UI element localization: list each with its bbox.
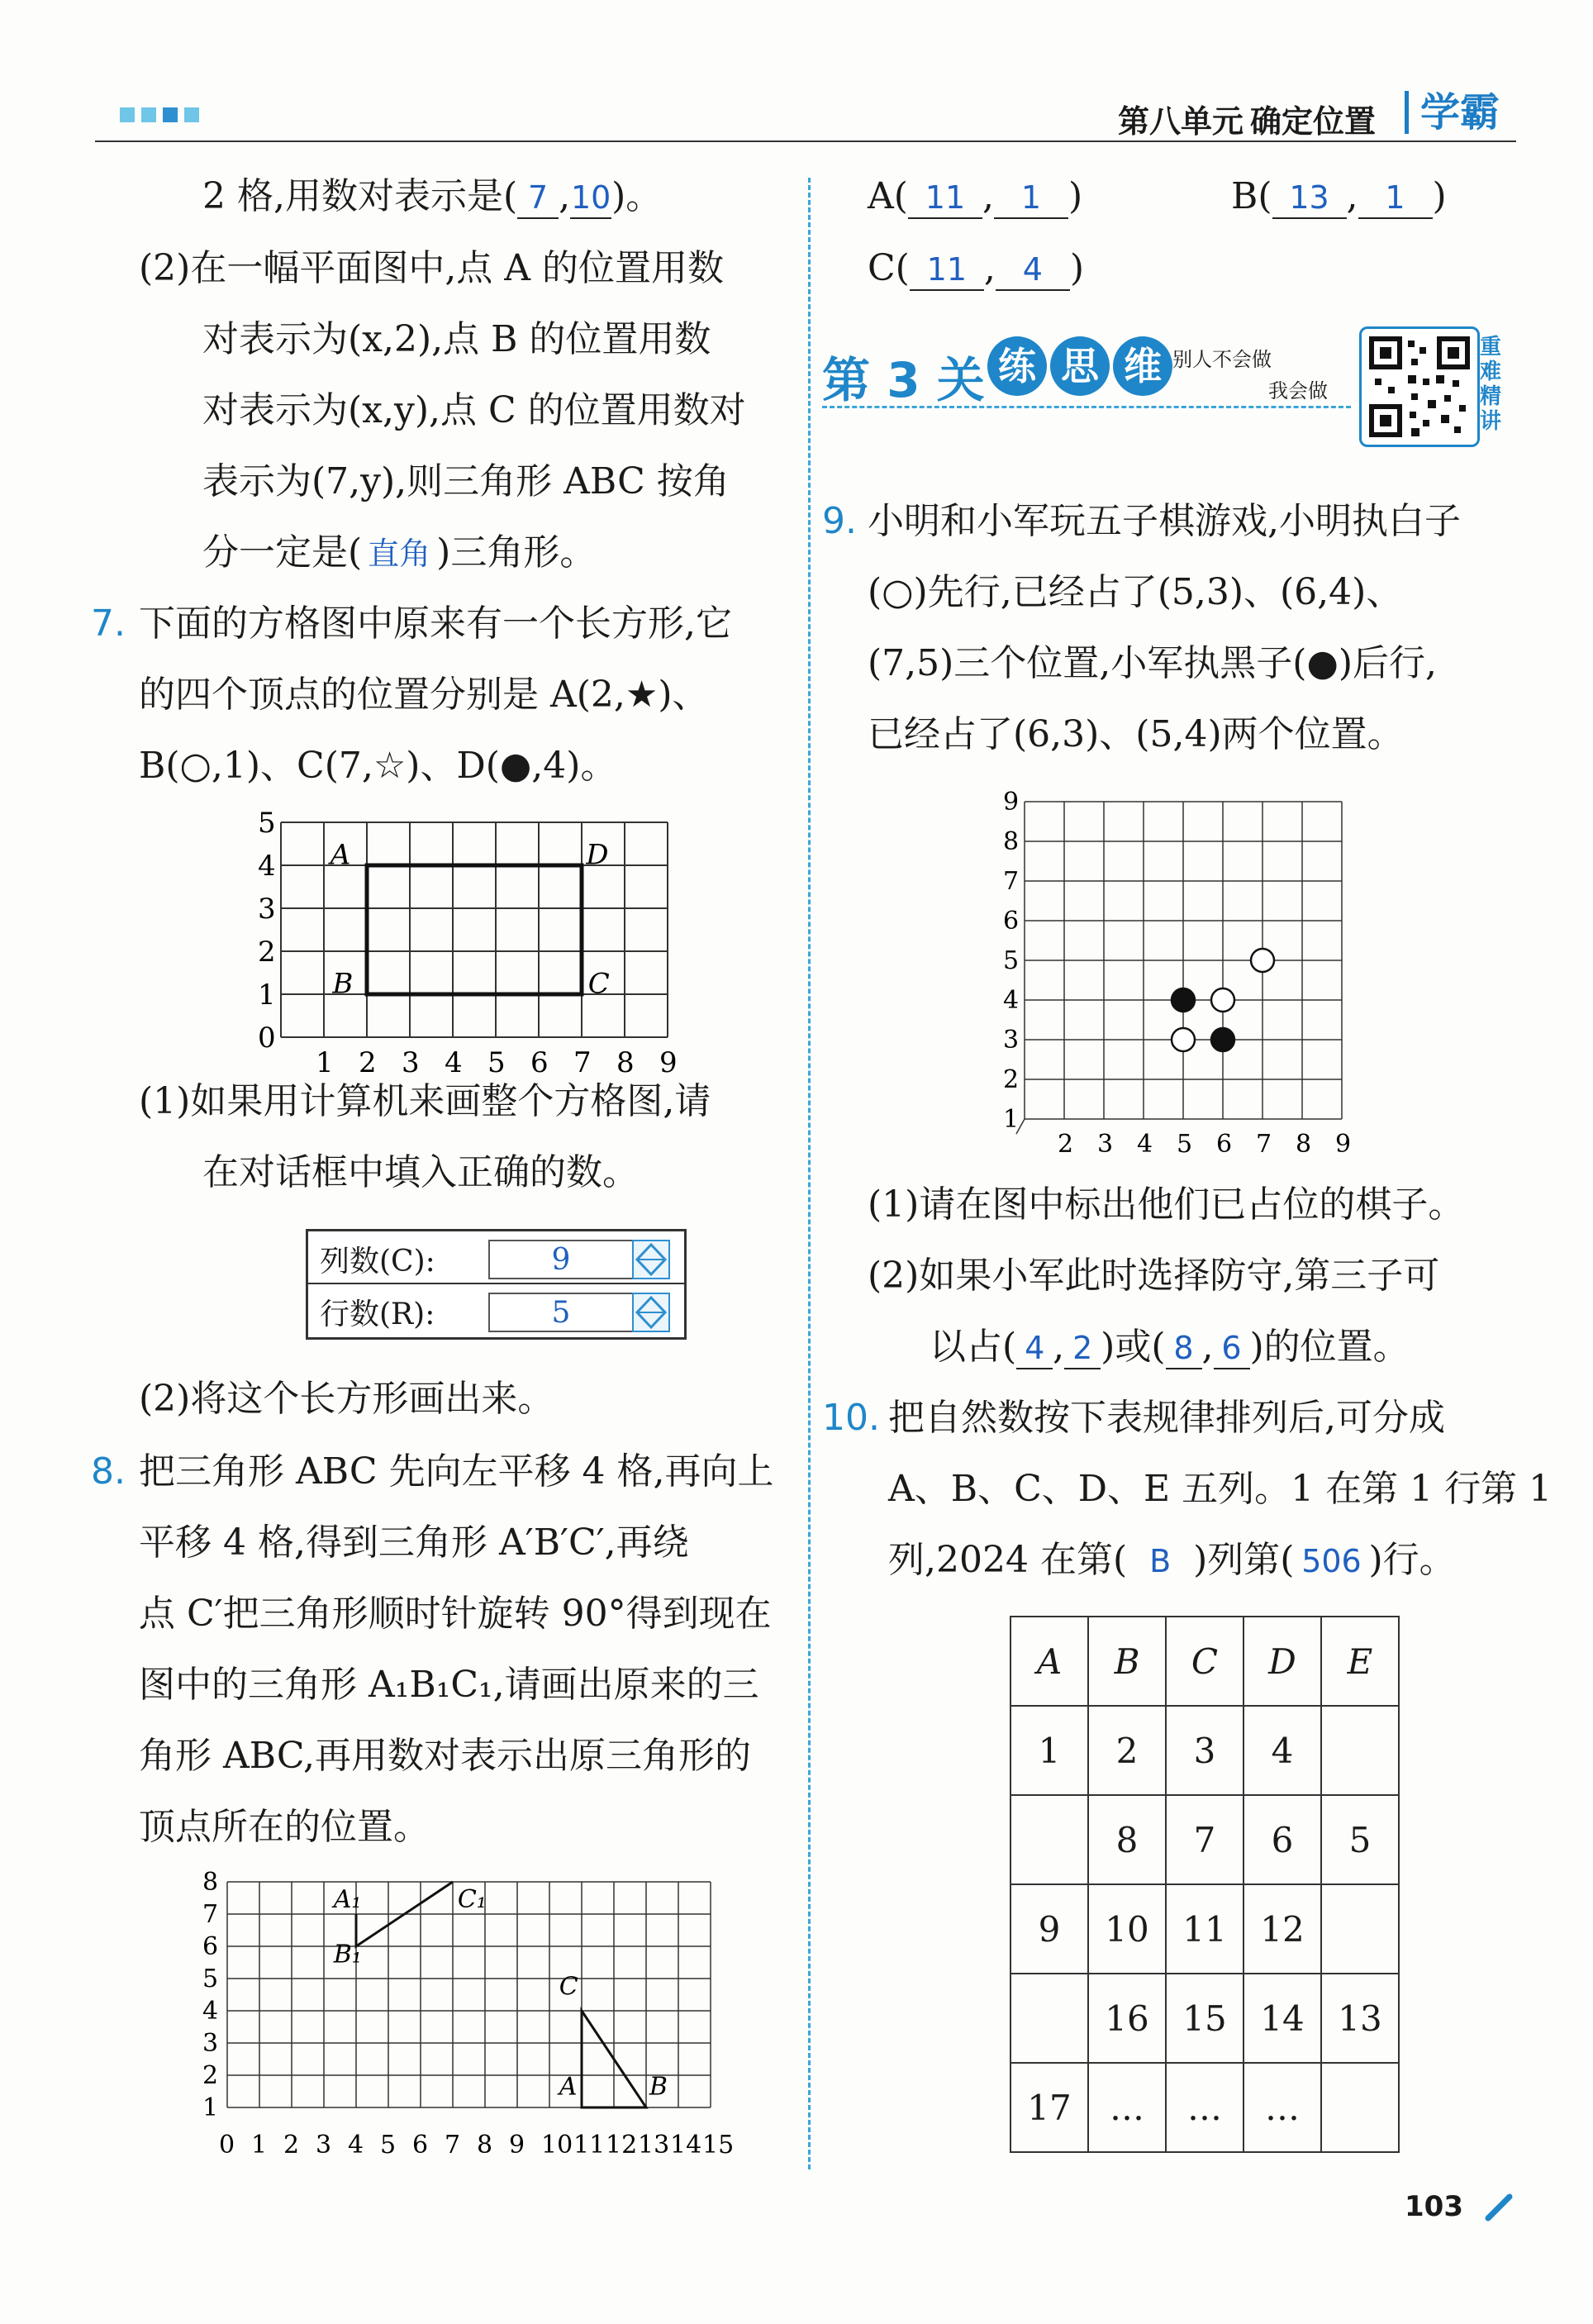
answer-7: 7 (517, 178, 559, 219)
q7-grid-figure (248, 806, 678, 1079)
pencil-icon (1483, 2190, 1516, 2223)
table-cell: … (1088, 2063, 1166, 2152)
q9-line1: 小明和小军玩五子棋游戏,小明执白子 (868, 500, 1461, 542)
page-header (95, 91, 1516, 140)
y-tick-label: 5 (1003, 946, 1020, 975)
table-cell: 11 (1166, 1884, 1243, 1974)
x-tick-label: 11 (573, 2131, 606, 2160)
x-tick-label: 8 (616, 1046, 635, 1079)
vertex-label: B (332, 967, 354, 1001)
rectangle-ABCD (367, 865, 582, 994)
dialog-box (306, 1229, 687, 1340)
columns-label: 列数(C): (320, 1245, 435, 1279)
white-stone (1211, 988, 1234, 1012)
x-tick-label: 12 (606, 2131, 638, 2160)
y-tick-label: 1 (202, 2093, 219, 2122)
q9-number: 9. (822, 500, 857, 542)
answer-column-B: B (1149, 1543, 1172, 1579)
table-cell: D (1243, 1617, 1321, 1706)
y-tick-label: 2 (258, 936, 276, 969)
x-tick-label: 9 (659, 1046, 678, 1079)
table-cell: 16 (1088, 1974, 1166, 2063)
q6-2-line3: 对表示为(x,y),点 C 的位置用数对 (202, 389, 746, 431)
table-cell: 4 (1243, 1706, 1321, 1795)
table-cell (1010, 1974, 1088, 2063)
number-arrangement-table (1010, 1616, 1400, 2153)
x-tick-label: 7 (1256, 1130, 1272, 1159)
x-tick-label: 3 (1097, 1130, 1114, 1159)
q7-grid (258, 807, 678, 1079)
y-tick-label: 5 (258, 807, 276, 840)
q9-2-line1: (2)如果小军此时选择防守,第三子可 (868, 1255, 1440, 1297)
rows-spinner-icon[interactable] (632, 1293, 670, 1332)
x-tick-label: 7 (573, 1046, 592, 1079)
header-decoration (120, 107, 199, 122)
x-tick-label: 2 (283, 2131, 300, 2160)
answer-4: 4 (1016, 1328, 1053, 1369)
table-cell: 5 (1321, 1795, 1399, 1884)
table-row (1010, 1706, 1399, 1795)
y-tick-label: 3 (1003, 1026, 1020, 1055)
vertex-label: A₁ (333, 1885, 362, 1915)
y-tick-label: 5 (202, 1964, 219, 1993)
answer-row-506: 506 (1301, 1543, 1362, 1579)
x-tick-label: 9 (509, 2131, 525, 2160)
y-tick-label: 8 (202, 1868, 219, 1897)
x-tick-label: 9 (1335, 1130, 1352, 1159)
y-tick-label: 4 (1003, 986, 1020, 1015)
x-tick-label: 5 (1177, 1130, 1193, 1159)
section-badge: 练 思 维 (987, 336, 1172, 396)
vertex-label: D (586, 838, 609, 872)
page-number: 103 (1405, 2190, 1463, 2223)
x-tick-label: 5 (380, 2131, 397, 2160)
vertex-label: B (649, 2072, 668, 2102)
q8-number: 8. (91, 1450, 126, 1493)
black-stone (1211, 1028, 1234, 1051)
x-tick-label: 5 (487, 1046, 506, 1079)
rows-input[interactable] (488, 1293, 634, 1332)
x-tick-label: 1 (316, 1046, 334, 1079)
q10-line2: A、B、C、D、E 五列。1 在第 1 行第 1 (888, 1468, 1553, 1510)
table-row (1010, 1795, 1399, 1884)
x-tick-label: 4 (348, 2131, 364, 2160)
table-cell: … (1243, 2063, 1321, 2152)
table-cell: 17 (1010, 2063, 1088, 2152)
y-tick-label: 1 (258, 979, 276, 1012)
white-stone (1172, 1028, 1195, 1051)
table-cell: 6 (1243, 1795, 1321, 1884)
y-tick-label: 7 (1003, 867, 1020, 896)
y-tick-label: 6 (1003, 907, 1020, 936)
q7-1-line1: (1)如果用计算机来画整个方格图,请 (139, 1080, 711, 1122)
q6-2-line5: 分一定是( 直角 )三角形。 (202, 531, 597, 574)
q7-number: 7. (91, 602, 126, 645)
y-tick-label: 1 (1003, 1105, 1020, 1134)
white-stone (1251, 949, 1274, 972)
q9-line2: (○)先行,已经占了(5,3)、(6,4)、 (868, 571, 1403, 613)
table-cell: A (1010, 1617, 1088, 1706)
y-tick-label: 9 (1003, 788, 1020, 817)
q6-2-line1: (2)在一幅平面图中,点 A 的位置用数 (139, 247, 725, 289)
table-cell (1321, 1706, 1399, 1795)
answer-C-y: 4 (996, 250, 1070, 291)
table-cell: 9 (1010, 1884, 1088, 1974)
q10-line3: 列,2024 在第( B )列第( 506 )行。 (888, 1539, 1456, 1581)
section-underline (822, 406, 1351, 408)
table-cell: C (1166, 1617, 1243, 1706)
q9-line3: (7,5)三个位置,小军执黑子(●)后行, (868, 642, 1438, 684)
table-cell: 13 (1321, 1974, 1399, 2063)
x-tick-label: 8 (477, 2131, 493, 2160)
y-tick-label: 4 (258, 850, 276, 883)
table-cell (1321, 1884, 1399, 1974)
vertex-label: C₁ (457, 1885, 487, 1915)
x-tick-label: 7 (445, 2131, 461, 2160)
x-tick-label: 3 (402, 1046, 420, 1079)
q7-1-line2: 在对话框中填入正确的数。 (202, 1151, 639, 1193)
columns-input[interactable] (488, 1240, 634, 1279)
answer-8: 8 (1166, 1328, 1202, 1369)
section-subtitle-2: 我会做 (1268, 379, 1328, 402)
answer-6: 6 (1214, 1328, 1250, 1369)
q7-2: (2)将这个长方形画出来。 (139, 1378, 554, 1420)
brand-logo: 学霸 (1405, 91, 1500, 134)
vertex-label: B₁ (333, 1940, 362, 1969)
answer-10: 10 (570, 178, 611, 219)
qr-caption: 重 难 精 讲 (1480, 335, 1502, 434)
q8-line1: 把三角形 ABC 先向左平移 4 格,再向上 (139, 1450, 774, 1493)
table-cell: 7 (1166, 1795, 1243, 1884)
q9-line4: 已经占了(6,3)、(5,4)两个位置。 (868, 713, 1404, 755)
q8-answer-C: C( 11 , 4 ) (868, 247, 1085, 289)
answer-A-x: 11 (908, 178, 982, 219)
table-row (1010, 1884, 1399, 1974)
vertex-label: C (587, 967, 610, 1001)
q8-line3: 点 C′把三角形顺时针旋转 90°得到现在 (139, 1593, 772, 1635)
table-cell: … (1166, 2063, 1243, 2152)
table-cell: 1 (1010, 1706, 1088, 1795)
rows-value: 5 (551, 1296, 571, 1330)
q8-line5: 角形 ABC,再用数对表示出原三角形的 (139, 1735, 751, 1777)
table-cell: B (1088, 1617, 1166, 1706)
table-cell: 15 (1166, 1974, 1243, 2063)
vertex-label: A (330, 838, 351, 872)
q7-line2: 的四个顶点的位置分别是 A(2,★)、 (139, 674, 709, 716)
vertex-label: C (559, 1972, 578, 2002)
q8-line2: 平移 4 格,得到三角形 A′B′C′,再绕 (139, 1522, 689, 1564)
x-tick-label: 6 (1216, 1130, 1233, 1159)
table-row (1010, 1974, 1399, 2063)
answer-A-y: 1 (994, 178, 1068, 219)
table-cell: 14 (1243, 1974, 1321, 2063)
section-subtitle-1: 别人不会做 (1172, 348, 1272, 371)
table-cell: 3 (1166, 1706, 1243, 1795)
answer-right-angle: 直角 (368, 536, 431, 572)
y-tick-label: 4 (202, 1997, 219, 2026)
y-tick-label: 3 (202, 2029, 219, 2058)
y-tick-label: 2 (1003, 1065, 1020, 1094)
x-tick-label: 13 (638, 2131, 670, 2160)
section-title: 第 3 关 (822, 352, 985, 408)
q8-grid-figure (190, 1864, 752, 2186)
q9-board (1003, 788, 1351, 1159)
q8-line4: 图中的三角形 A₁B₁C₁,请画出原来的三 (139, 1664, 759, 1706)
y-tick-label: 3 (258, 893, 276, 926)
x-tick-label: 4 (445, 1046, 463, 1079)
table-row (1010, 2063, 1399, 2152)
q6-2-line2: 对表示为(x,2),点 B 的位置用数 (202, 318, 711, 360)
header-topic: 确定位置 (1249, 103, 1376, 140)
table-cell: 8 (1088, 1795, 1166, 1884)
x-tick-label: 2 (359, 1046, 377, 1079)
table-cell: 10 (1088, 1884, 1166, 1974)
column-divider (808, 178, 811, 2169)
x-tick-label: 8 (1296, 1130, 1312, 1159)
dialog-row-rows (308, 1284, 684, 1336)
x-tick-label: 10 (541, 2131, 573, 2160)
table-cell (1010, 1795, 1088, 1884)
table-cell: 2 (1088, 1706, 1166, 1795)
q8-grid (202, 1868, 734, 2160)
rows-label: 行数(R): (320, 1298, 435, 1331)
y-tick-label: 7 (202, 1900, 219, 1929)
x-tick-label: 6 (412, 2131, 429, 2160)
q10-line1: 把自然数按下表规律排列后,可分成 (888, 1397, 1445, 1439)
x-tick-label: 15 (702, 2131, 735, 2160)
dialog-row-columns (308, 1231, 684, 1284)
x-tick-label: 3 (316, 2131, 332, 2160)
vertex-label: A (559, 2072, 578, 2102)
q8-answer-A: A( 11 , 1 ) (868, 175, 1083, 217)
columns-spinner-icon[interactable] (632, 1240, 670, 1279)
q8-line6: 顶点所在的位置。 (139, 1806, 430, 1848)
answer-C-x: 11 (910, 250, 984, 291)
answer-B-x: 13 (1272, 178, 1347, 219)
section-header (822, 326, 1508, 434)
y-tick-label: 8 (1003, 827, 1020, 856)
table-header-row (1010, 1617, 1399, 1706)
y-tick-label: 6 (202, 1932, 219, 1961)
q7-line3: B(○,1)、C(7,☆)、D(●,4)。 (139, 745, 617, 787)
q6-continuation: 2 格,用数对表示是( 7 ,10)。 (202, 175, 663, 217)
answer-2: 2 (1064, 1328, 1101, 1369)
q9-board-figure (1000, 785, 1388, 1157)
x-tick-label: 2 (1058, 1130, 1074, 1159)
x-tick-label: 1 (251, 2131, 268, 2160)
x-tick-label: 4 (1137, 1130, 1153, 1159)
x-tick-label: 0 (219, 2131, 235, 2160)
header-unit: 第八单元 (1117, 103, 1243, 140)
qr-code-icon[interactable] (1359, 326, 1480, 447)
answer-B-y: 1 (1358, 178, 1433, 219)
x-tick-label: 14 (670, 2131, 702, 2160)
q9-1: (1)请在图中标出他们已占位的棋子。 (868, 1183, 1465, 1226)
y-tick-label: 0 (258, 1022, 276, 1055)
q8-answer-B: B( 13 , 1 ) (1231, 175, 1447, 217)
table-cell: 12 (1243, 1884, 1321, 1974)
x-tick-label: 6 (530, 1046, 549, 1079)
y-tick-label: 2 (202, 2061, 219, 2090)
table-cell: E (1321, 1617, 1399, 1706)
columns-value: 9 (551, 1243, 571, 1277)
header-rule (95, 140, 1516, 142)
table-cell (1321, 2063, 1399, 2152)
q7-line1: 下面的方格图中原来有一个长方形,它 (139, 602, 732, 645)
q10-number: 10. (822, 1397, 880, 1439)
black-stone (1172, 988, 1195, 1012)
q9-2-line2: 以占( 4 , 2 )或( 8 , 6 )的位置。 (930, 1326, 1410, 1368)
q6-2-line4: 表示为(7,y),则三角形 ABC 按角 (202, 460, 730, 502)
